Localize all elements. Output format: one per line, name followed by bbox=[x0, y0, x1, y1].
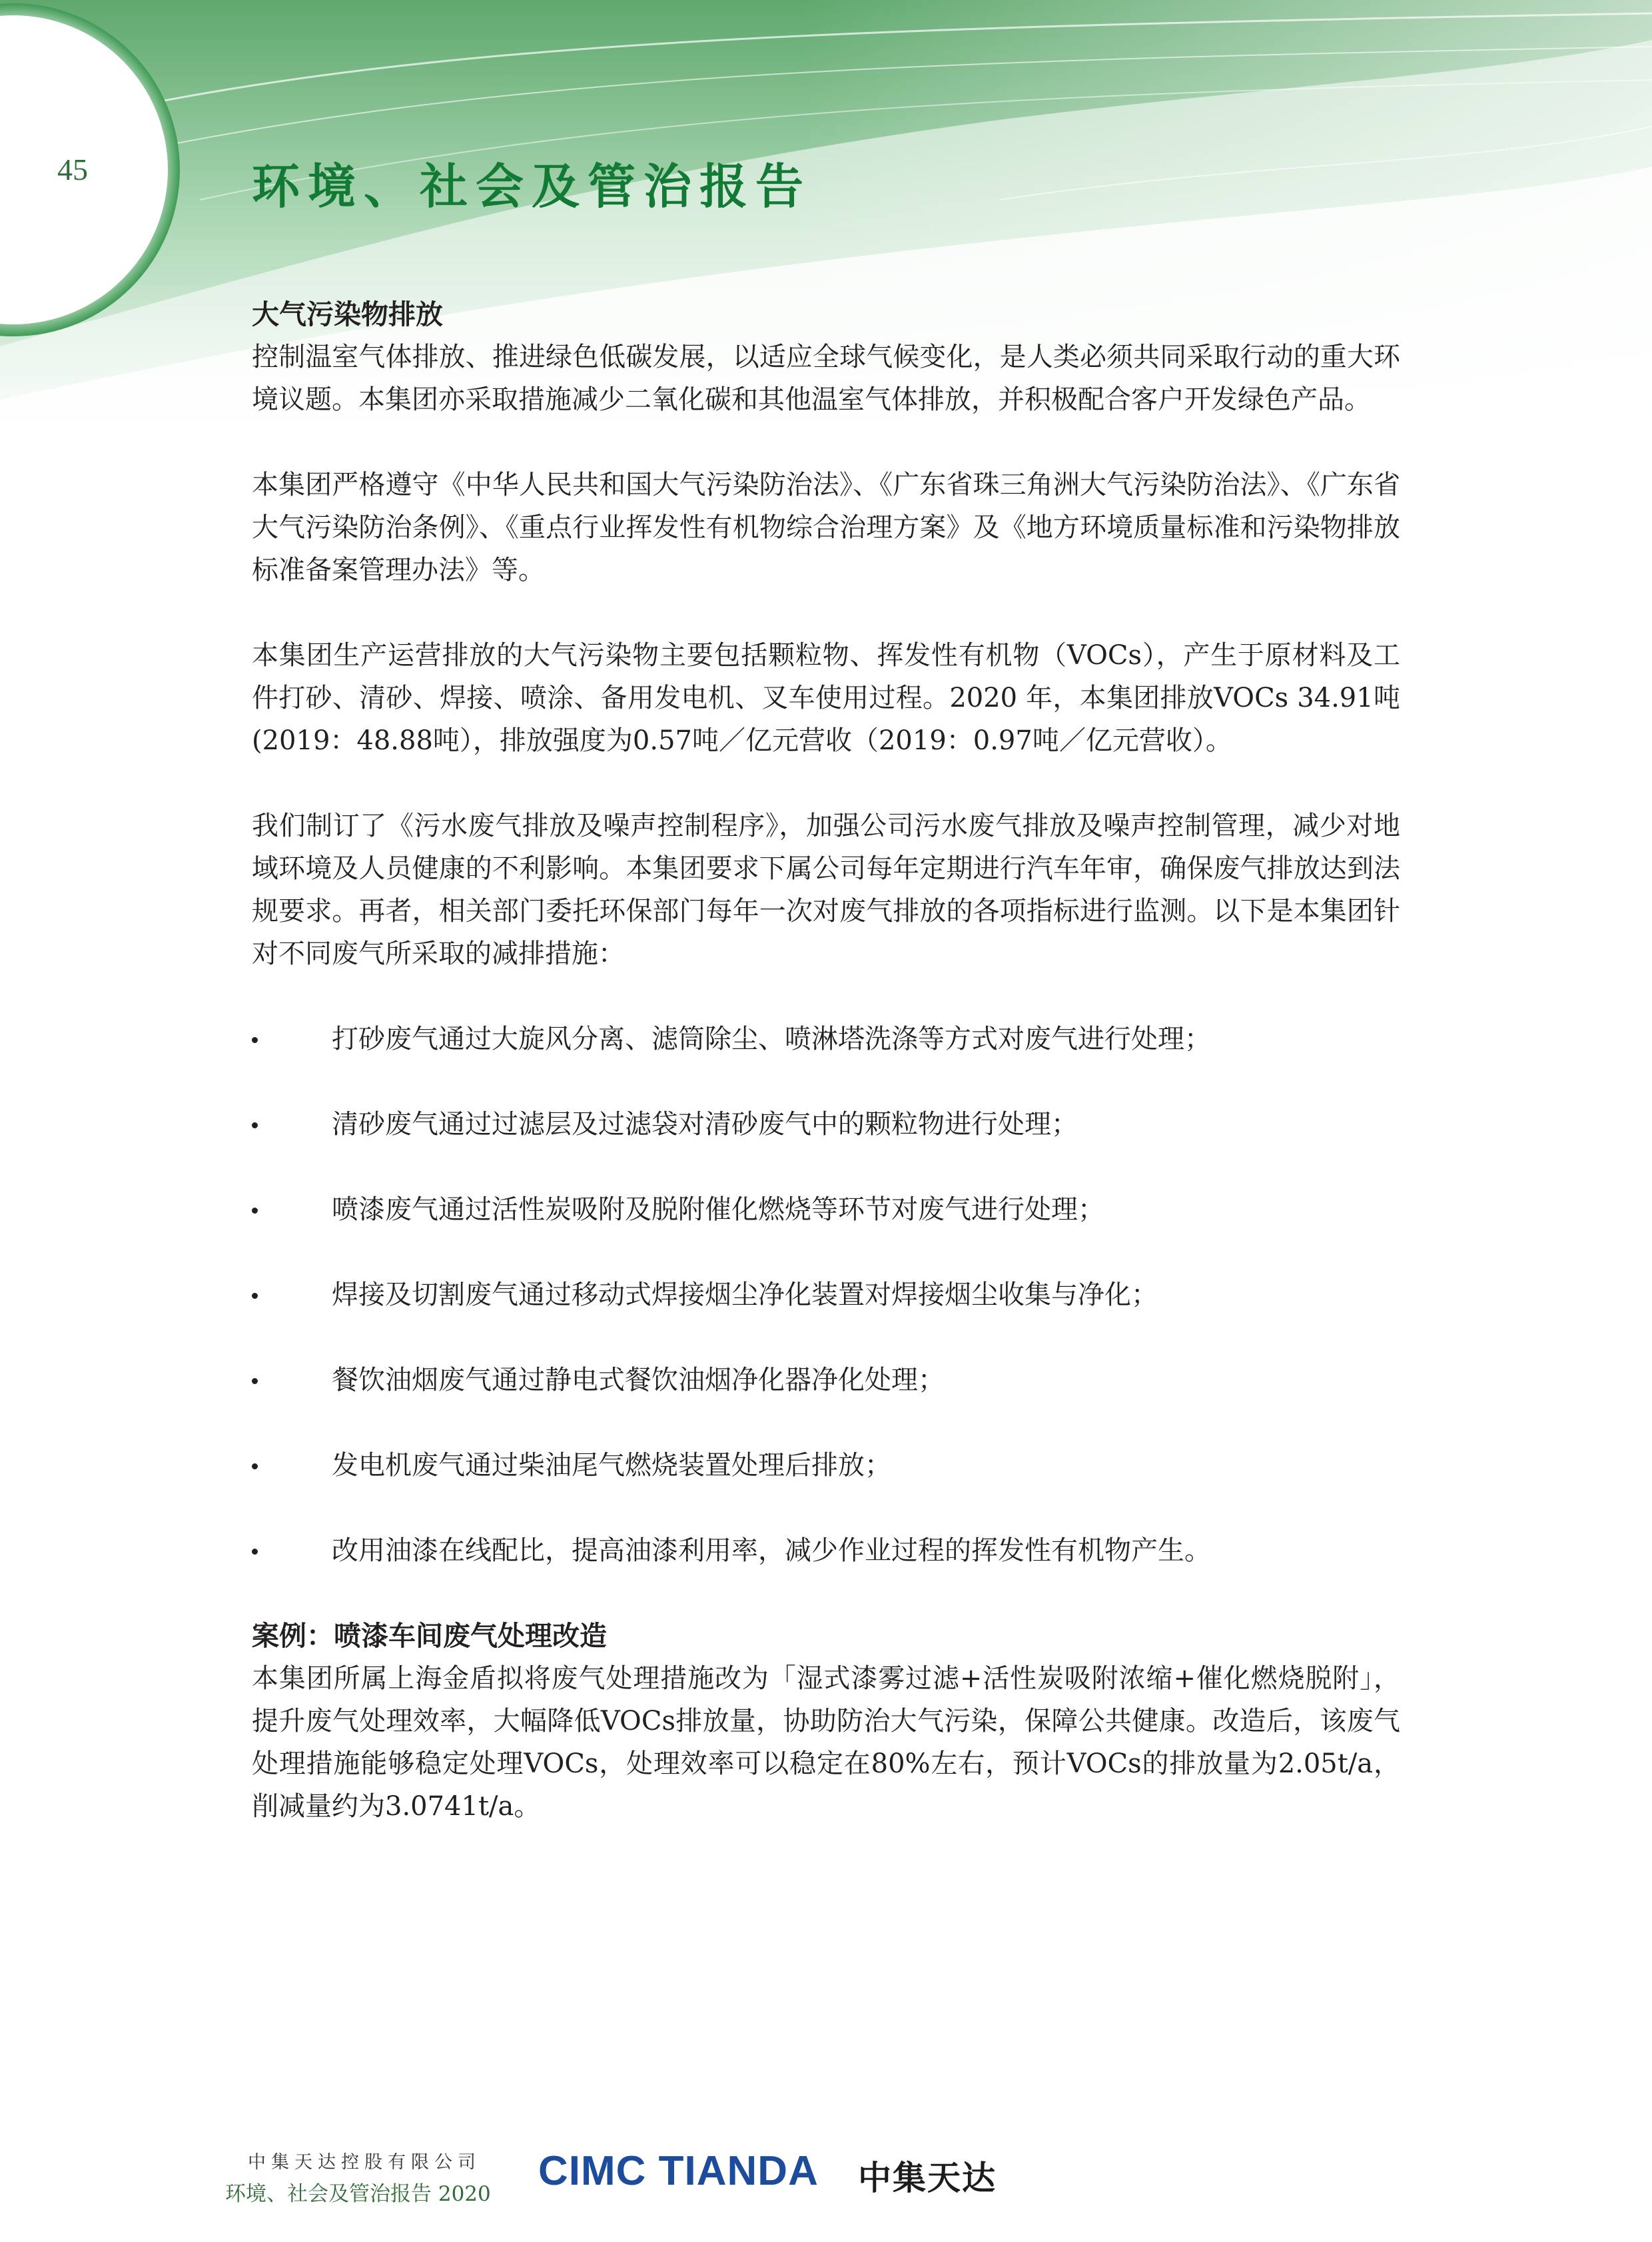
page-number: 45 bbox=[57, 153, 88, 187]
bullet-icon bbox=[252, 1293, 258, 1299]
main-content bbox=[252, 293, 1400, 1870]
bullet-icon bbox=[252, 1037, 258, 1043]
case-study-heading: 案例：喷漆车间废气处理改造 bbox=[252, 1620, 607, 1652]
bullet-icon bbox=[252, 1208, 258, 1214]
list-item bbox=[252, 1018, 1400, 1060]
footer-report-name: 环境、社会及管治报告 2020 bbox=[225, 2182, 491, 2206]
list-item bbox=[252, 1103, 1400, 1146]
list-item-text: 打砂废气通过大旋风分离、滤筒除尘、喷淋塔洗涤等方式对废气进行处理； bbox=[332, 1024, 1211, 1054]
list-item bbox=[252, 1274, 1400, 1316]
section-heading-air-emissions: 大气污染物排放 bbox=[252, 298, 443, 330]
list-item-text: 清砂废气通过过滤层及过滤袋对清砂废气中的颗粒物进行处理； bbox=[332, 1109, 1078, 1140]
bullet-icon bbox=[252, 1122, 258, 1128]
paragraph: 本集团严格遵守《中华人民共和国大气污染防治法》、《广东省珠三角洲大气污染防治法》、《广东省大气污染防治条例》、《重点行业挥发性有机物综合治理方案》及《地方环境质量标准和污染物排放标准备案管理办法》等。 bbox=[252, 470, 1400, 585]
report-title: 环境、社会及管治报告 bbox=[252, 159, 812, 214]
list-item bbox=[252, 1444, 1400, 1487]
paragraph: 控制温室气体排放、推进绿色低碳发展，以适应全球气候变化，是人类必须共同采取行动的重大环境议题。本集团亦采取措施减少二氧化碳和其他温室气体排放，并积极配合客户开发绿色产品。 bbox=[252, 342, 1400, 415]
paragraph: 我们制订了《污水废气排放及噪声控制程序》，加强公司污水废气排放及噪声控制管理，减少对地域环境及人员健康的不利影响。本集团要求下属公司每年定期进行汽车年审，确保废气排放达到法规要求。再者，相关部门委托环保部门每年一次对废气排放的各项指标进行监测。以下是本集团针对不同废气所采取的减排措施： bbox=[252, 811, 1400, 969]
list-item bbox=[252, 1188, 1400, 1231]
list-item-text: 发电机废气通过柴油尾气燃烧装置处理后排放； bbox=[332, 1450, 891, 1481]
list-item-text: 喷漆废气通过活性炭吸附及脱附催化燃烧等环节对废气进行处理； bbox=[332, 1194, 1104, 1225]
list-item-text: 焊接及切割废气通过移动式焊接烟尘净化装置对焊接烟尘收集与净化； bbox=[332, 1280, 1158, 1310]
bullet-icon bbox=[252, 1463, 258, 1469]
cimc-tianda-logo: CIMC TIANDA bbox=[538, 2148, 819, 2194]
footer-company-name: 中集天达控股有限公司 bbox=[248, 2152, 481, 2173]
list-item bbox=[252, 1359, 1400, 1401]
case-study-paragraph: 本集团所属上海金盾拟将废气处理措施改为「湿式漆雾过滤+活性炭吸附浓缩+催化燃烧脱附」，提升废气处理效率，大幅降低VOCs排放量，协助防治大气污染，保障公共健康。改造后，该废气处理措施能够稳定处理VOCs，处理效率可以稳定在80%左右，预计VOCs的排放量为2.05t/a，削减量约为3.0741t/a。 bbox=[252, 1663, 1400, 1822]
bullet-icon bbox=[252, 1378, 258, 1384]
measures-list bbox=[252, 1018, 1400, 1572]
list-item-text: 餐饮油烟废气通过静电式餐饮油烟净化器净化处理； bbox=[332, 1365, 945, 1395]
cimc-tianda-logo-cn: 中集天达 bbox=[858, 2159, 997, 2197]
bullet-icon bbox=[252, 1549, 258, 1555]
list-item-text: 改用油漆在线配比，提高油漆利用率，减少作业过程的挥发性有机物产生。 bbox=[332, 1535, 1211, 1566]
list-item bbox=[252, 1529, 1400, 1572]
paragraph: 本集团生产运营排放的大气污染物主要包括颗粒物、挥发性有机物（VOCs），产生于原材料及工件打砂、清砂、焊接、喷涂、备用发电机、叉车使用过程。2020 年，本集团排放VOCs 34.91吨(2019：48.88吨），排放强度为0.57吨／亿元营收（2019：0.97吨／亿元营收）。 bbox=[252, 640, 1400, 756]
